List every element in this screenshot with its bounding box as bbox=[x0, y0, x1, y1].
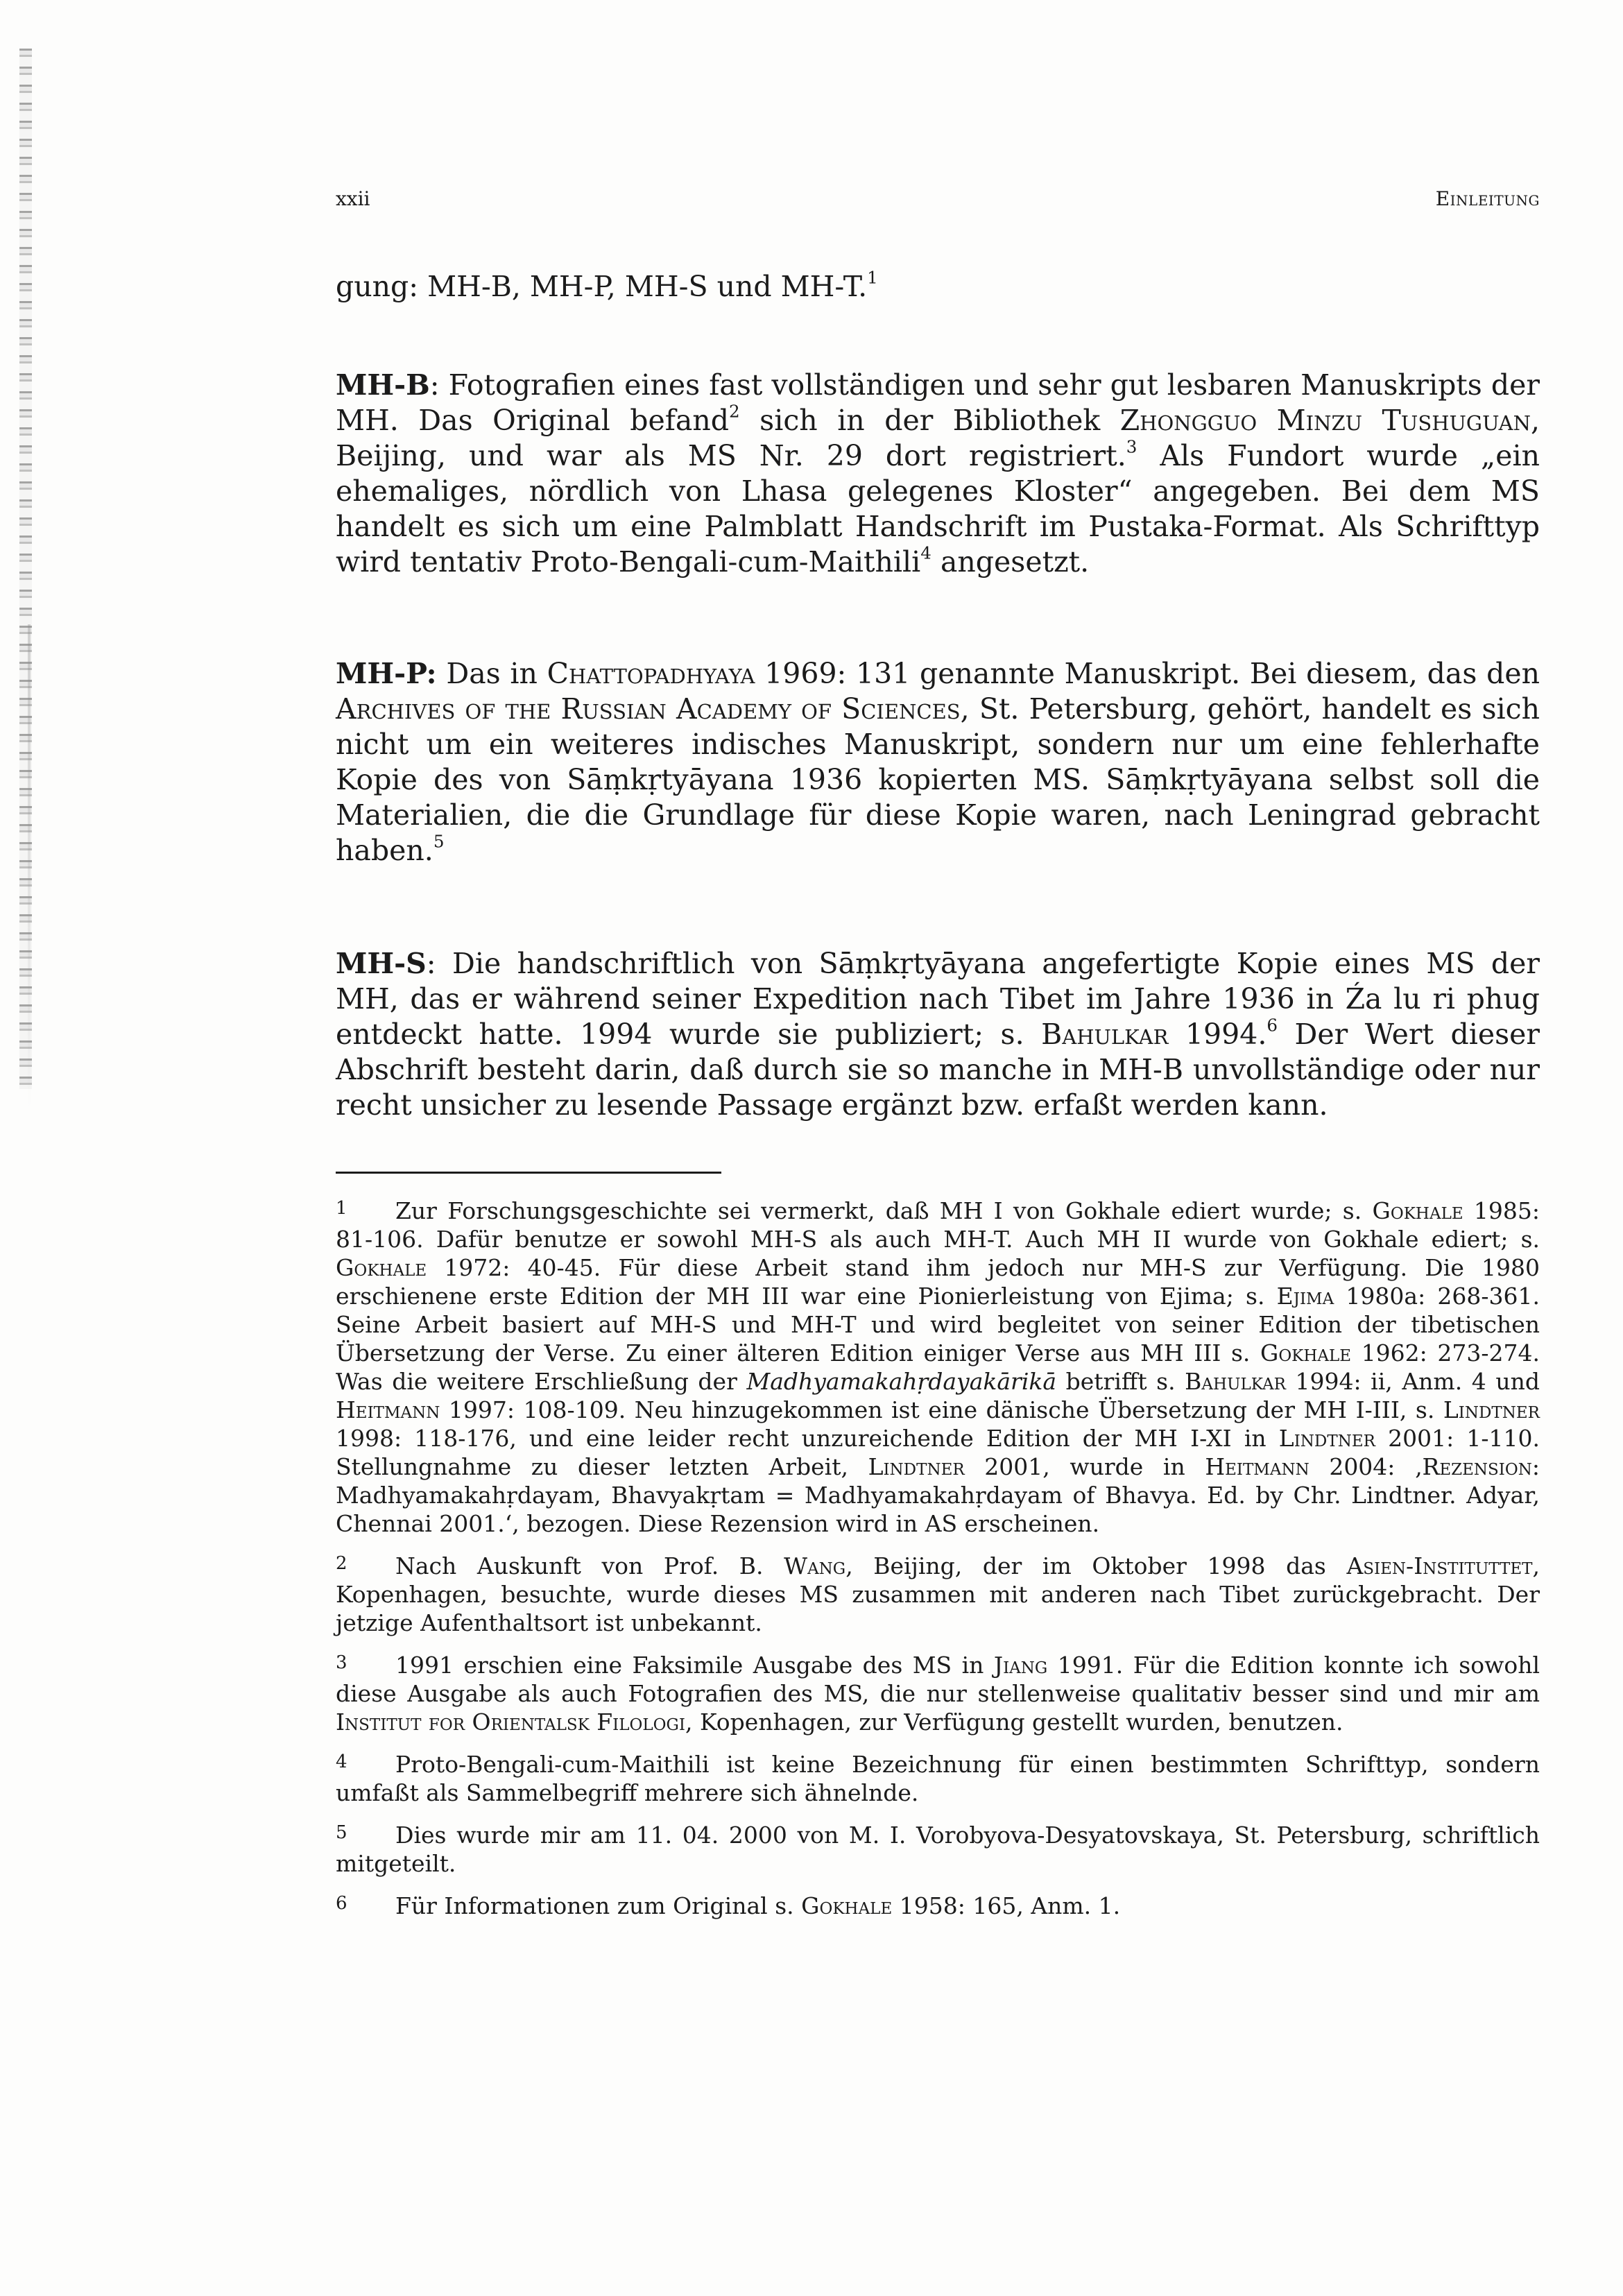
library-name: Zhongguo Minzu Tushuguan bbox=[1119, 404, 1531, 437]
mh-b-text-1: : Fotografien eines fast vollständigen und sehr gut lesbaren Manuskripts der MH. Das Original befand bbox=[336, 368, 1540, 437]
mh-b-text-3: , Beijing, und war als MS Nr. 29 dort registriert. bbox=[336, 404, 1540, 472]
footnote-4 bbox=[336, 1748, 1540, 1807]
footnote-text: Nach Auskunft von Prof. B. bbox=[395, 1552, 784, 1579]
mh-b-text-5: angesetzt. bbox=[931, 545, 1090, 579]
mh-b-text-2: sich in der Bibliothek bbox=[739, 404, 1120, 437]
citation-chattopadhyaya: Chattopadhyaya bbox=[547, 657, 755, 690]
mh-p-text-2: 1969: 131 genannte Manuskript. Bei diesem, das den bbox=[755, 657, 1540, 690]
citation-author: Lindtner bbox=[1443, 1396, 1540, 1423]
footnote-text: 1991. Für die Edition konnte ich sowohl diese Ausgabe als auch Fotografien des MS, die nur stellenweise qualitativ besser sind und mir am bbox=[336, 1652, 1540, 1707]
mh-s-paragraph bbox=[336, 946, 1540, 1123]
footnote-number: 3 bbox=[336, 1652, 347, 1673]
footnote-number: 6 bbox=[336, 1893, 347, 1914]
work-title: Madhyamakahṛdayakārikā bbox=[746, 1368, 1057, 1395]
footnote-ref-5[interactable]: 5 bbox=[433, 831, 445, 852]
page-number: xxii bbox=[336, 187, 370, 210]
institute-name: Asien-Instituttet bbox=[1346, 1552, 1533, 1579]
institute-name: Institut for Orientalsk Filologi bbox=[336, 1708, 685, 1736]
footnote-number: 5 bbox=[336, 1822, 347, 1843]
citation-author: Heitmann bbox=[1205, 1453, 1309, 1480]
footnote-text: Dies wurde mir am 11. 04. 2000 von M. I. Vorobyova-Desyatovskaya, St. Petersburg, schriftlich mitgeteilt. bbox=[336, 1822, 1540, 1877]
footnote-text: 1962: 273-274. Was die weitere Erschließung der bbox=[336, 1339, 1540, 1395]
footnote-text: , Kopenhagen, besuchte, wurde dieses MS zusammen mit anderen nach Tibet zurückgebracht. Der jetzige Aufenthaltsort ist unbekannt. bbox=[336, 1552, 1540, 1636]
binding-edge-fade bbox=[28, 624, 31, 1110]
mh-b-label: MH-B bbox=[336, 368, 430, 402]
mh-s-text-3: Der Wert dieser Abschrift besteht darin, daß durch sie so manche in MH-B unvollständige oder nur recht unsicher zu lesende Passage ergänzt bzw. erfaßt werden kann. bbox=[336, 1018, 1540, 1122]
footnote-text: 2001, wurde in bbox=[964, 1453, 1205, 1480]
footnote-text: betrifft s. bbox=[1056, 1368, 1185, 1395]
footnote-ref-3[interactable]: 3 bbox=[1126, 436, 1137, 457]
footnote-text: Proto-Bengali-cum-Maithili ist keine Bezeichnung für einen bestimmten Schrifttyp, sondern umfaßt als Sammelbegriff mehrere sich ähnelnde. bbox=[336, 1751, 1540, 1806]
mh-s-label: MH-S bbox=[336, 947, 427, 980]
footnote-text: 1958: 165, Anm. 1. bbox=[892, 1892, 1121, 1919]
citation-author: Ejima bbox=[1276, 1283, 1334, 1310]
footnote-1 bbox=[336, 1194, 1540, 1538]
footnote-separator bbox=[336, 1172, 721, 1174]
running-head: Einleitung bbox=[1435, 187, 1540, 210]
mh-b-text-4: Als Fundort wurde „ein ehemaliges, nördlich von Lhasa gelegenes Kloster“ angegeben. Bei dem MS handelt es sich um eine Palmblatt Handschrift im Pustaka-Format. Als Schrifttyp wird tentativ Proto-Bengali-cum-Maithili bbox=[336, 439, 1540, 579]
footnote-3 bbox=[336, 1649, 1540, 1736]
footnote-6 bbox=[336, 1890, 1540, 1920]
footnote-text: 2004: ‚ bbox=[1309, 1453, 1423, 1480]
footnote-text: 1994: ii, Anm. 4 und bbox=[1285, 1368, 1540, 1395]
mh-p-text-1: Das in bbox=[436, 657, 547, 690]
footnote-2 bbox=[336, 1550, 1540, 1637]
footnote-text: 1997: 108-109. Neu hinzugekommen ist eine dänische Übersetzung der MH I-III, s. bbox=[440, 1396, 1443, 1423]
citation-author: Gokhale bbox=[336, 1254, 427, 1281]
citation-author: Bahulkar bbox=[1185, 1368, 1286, 1395]
mh-p-label: MH-P: bbox=[336, 657, 437, 690]
footnote-ref-4[interactable]: 4 bbox=[920, 542, 931, 563]
footnote-text: 1980a: 268-361. Seine Arbeit basiert auf MH-S und MH-T und wird begleitet von seiner Edition der tibetischen Übersetzung der Verse. Zu einer älteren Edition einiger Verse aus MH III s. bbox=[336, 1283, 1540, 1367]
footnote-text: Für Informationen zum Original s. bbox=[395, 1892, 802, 1919]
intro-paragraph bbox=[336, 269, 1540, 305]
footnotes bbox=[336, 1194, 1540, 1932]
mh-b-paragraph bbox=[336, 368, 1540, 580]
footnote-text: 2001: 1-110. Stellungnahme zu dieser letzten Arbeit, bbox=[336, 1425, 1540, 1480]
footnote-text: 1972: 40-45. Für diese Arbeit stand ihm jedoch nur MH-S zur Verfügung. Die 1980 erschienene erste Edition der MH III war eine Pionierleistung von Ejima; s. bbox=[336, 1254, 1540, 1310]
footnote-text: , Beijing, der im Oktober 1998 das bbox=[845, 1552, 1347, 1579]
footnote-ref-2[interactable]: 2 bbox=[729, 401, 740, 422]
footnote-text: 1985: 81-106. Dafür benutze er sowohl MH-S als auch MH-T. Auch MH II wurde von Gokhale ediert; s. bbox=[336, 1197, 1540, 1253]
citation-author: Lindtner bbox=[868, 1453, 965, 1480]
footnote-text: Zur Forschungsgeschichte sei vermerkt, daß MH I von Gokhale ediert wurde; s. bbox=[395, 1197, 1373, 1224]
footnote-number: 4 bbox=[336, 1751, 347, 1772]
footnote-text: 1991 erschien eine Faksimile Ausgabe des MS in bbox=[395, 1652, 994, 1679]
citation-bahulkar: Bahulkar bbox=[1041, 1018, 1169, 1051]
citation-label: Rezension bbox=[1422, 1453, 1532, 1480]
citation-author: Jiang bbox=[993, 1652, 1048, 1679]
citation-author: Gokhale bbox=[801, 1892, 893, 1919]
mh-s-text-2: 1994. bbox=[1168, 1018, 1267, 1051]
citation-author: Lindtner bbox=[1278, 1425, 1375, 1452]
mh-p-paragraph bbox=[336, 656, 1540, 868]
footnote-text: , Kopenhagen, zur Verfügung gestellt wurden, benutzen. bbox=[685, 1708, 1343, 1736]
mh-s-text-1: : Die handschriftlich von Sāṃkṛtyāyana angefertigte Kopie eines MS der MH, das er während seiner Expedition nach Tibet im Jahre 1936 in Źa lu ri phug entdeckt hatte. 1994 wurde sie publiziert; s. bbox=[336, 947, 1540, 1051]
footnote-text: : Madhyamakahṛdayam, Bhavyakṛtam = Madhyamakahṛdayam of Bhavya. Ed. by Chr. Lindtner. Adyar, Chennai 2001.‘, bezogen. Diese Rezension wird in AS erscheinen. bbox=[336, 1453, 1540, 1537]
page-header bbox=[336, 187, 1540, 215]
mh-p-text-3: , St. Petersburg, gehört, handelt es sich nicht um ein weiteres indisches Manuskript, sondern nur um eine fehlerhafte Kopie des von Sāṃkṛtyāyana 1936 kopierten MS. Sāṃkṛtyāyana selbst soll die Materialien, die die Grundlage für diese Kopie waren, nach Leningrad gebracht haben. bbox=[336, 692, 1540, 867]
intro-text: gung: MH-B, MH-P, MH-S und MH-T. bbox=[336, 270, 868, 303]
footnote-number: 1 bbox=[336, 1198, 347, 1219]
citation-author: Wang bbox=[784, 1552, 846, 1579]
archives-name: Archives of the Russian Academy of Sciences bbox=[336, 692, 961, 726]
footnote-text: 1998: 118-176, und eine leider recht unzureichende Edition der MH I-XI in bbox=[336, 1425, 1279, 1452]
footnote-ref-1[interactable]: 1 bbox=[867, 267, 878, 288]
footnote-number: 2 bbox=[336, 1553, 347, 1574]
citation-author: Heitmann bbox=[336, 1396, 440, 1423]
footnote-ref-6[interactable]: 6 bbox=[1266, 1015, 1278, 1036]
citation-author: Gokhale bbox=[1372, 1197, 1463, 1224]
footnote-5 bbox=[336, 1819, 1540, 1878]
citation-author: Gokhale bbox=[1260, 1339, 1352, 1367]
